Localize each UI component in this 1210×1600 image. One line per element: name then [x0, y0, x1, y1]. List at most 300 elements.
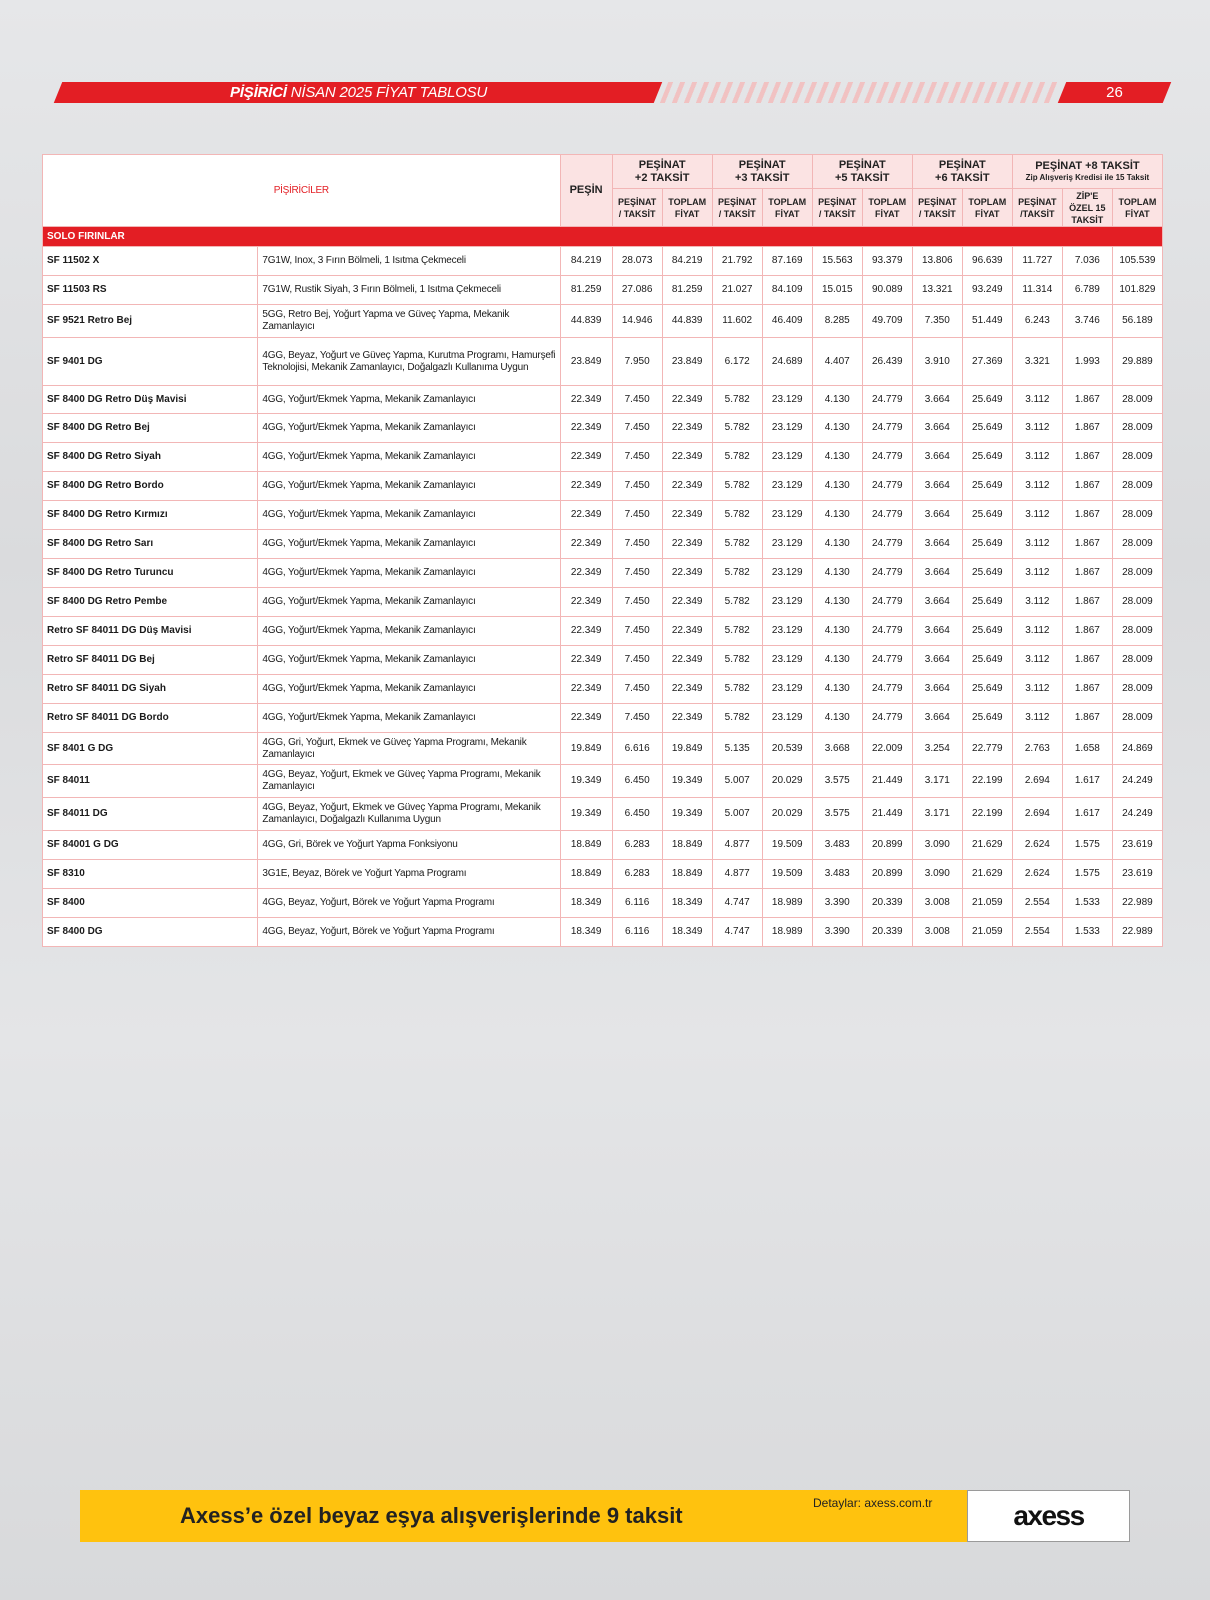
- price-cell: 23.129: [762, 588, 812, 617]
- price-cell: 18.349: [662, 918, 712, 947]
- price-cell: 11.602: [712, 305, 762, 338]
- table-row: [43, 860, 1163, 889]
- price-cell: 21.629: [962, 860, 1012, 889]
- price-cell: 6.450: [612, 798, 662, 831]
- price-cell: 81.259: [560, 276, 612, 305]
- price-cell: 22.349: [662, 675, 712, 704]
- model-name: SF 8400 DG Retro Sarı: [43, 530, 258, 559]
- price-cell: 25.649: [962, 443, 1012, 472]
- price-cell: 1.658: [1062, 733, 1112, 765]
- model-name: SF 9401 DG: [43, 338, 258, 386]
- price-cell: 3.664: [912, 530, 962, 559]
- price-cell: 18.849: [560, 831, 612, 860]
- price-cell: 7.450: [612, 588, 662, 617]
- price-cell: 3.112: [1012, 617, 1062, 646]
- price-cell: 3.112: [1012, 472, 1062, 501]
- price-cell: 25.649: [962, 617, 1012, 646]
- price-cell: 18.349: [662, 889, 712, 918]
- price-cell: 2.763: [1012, 733, 1062, 765]
- price-cell: 24.249: [1112, 798, 1162, 831]
- price-cell: 4.877: [712, 831, 762, 860]
- price-cell: 25.649: [962, 588, 1012, 617]
- price-cell: 3.008: [912, 889, 962, 918]
- price-cell: 1.575: [1062, 831, 1112, 860]
- price-cell: 56.189: [1112, 305, 1162, 338]
- sub-header-7: TOPLAM FİYAT: [962, 189, 1012, 227]
- price-cell: 21.792: [712, 247, 762, 276]
- price-cell: 25.649: [962, 501, 1012, 530]
- price-cell: 28.009: [1112, 675, 1162, 704]
- group-header-3-taksit: PEŞİNAT +3 TAKSİT: [712, 155, 812, 189]
- price-cell: 22.349: [560, 675, 612, 704]
- price-cell: 22.349: [662, 443, 712, 472]
- price-cell: 20.339: [862, 889, 912, 918]
- price-cell: 3.112: [1012, 443, 1062, 472]
- section-title: SOLO FIRINLAR: [43, 227, 1163, 247]
- table-row: [43, 276, 1163, 305]
- price-cell: 26.439: [862, 338, 912, 386]
- price-cell: 3.321: [1012, 338, 1062, 386]
- price-cell: 6.116: [612, 918, 662, 947]
- price-cell: 7.036: [1062, 247, 1112, 276]
- axess-logo: axess: [1013, 1500, 1084, 1531]
- price-cell: 3.664: [912, 617, 962, 646]
- price-cell: 4.130: [812, 675, 862, 704]
- pesin-header: PEŞİN: [560, 155, 612, 227]
- price-cell: 22.349: [662, 501, 712, 530]
- model-name: SF 8400 DG Retro Kırmızı: [43, 501, 258, 530]
- price-cell: 1.617: [1062, 798, 1112, 831]
- price-cell: 7.950: [612, 338, 662, 386]
- price-cell: 5.782: [712, 646, 762, 675]
- table-row: [43, 918, 1163, 947]
- table-row: [43, 617, 1163, 646]
- price-cell: 6.450: [612, 765, 662, 798]
- price-cell: 3.664: [912, 588, 962, 617]
- page-title-bold: PİŞİRİCİ: [230, 84, 287, 101]
- price-cell: 23.849: [560, 338, 612, 386]
- price-cell: 5.007: [712, 798, 762, 831]
- price-cell: 11.727: [1012, 247, 1062, 276]
- price-cell: 21.059: [962, 918, 1012, 947]
- price-cell: 22.349: [662, 472, 712, 501]
- price-cell: 6.243: [1012, 305, 1062, 338]
- price-cell: 27.369: [962, 338, 1012, 386]
- price-cell: 22.349: [560, 472, 612, 501]
- table-row: [43, 247, 1163, 276]
- price-cell: 23.129: [762, 443, 812, 472]
- price-cell: 84.219: [560, 247, 612, 276]
- price-cell: 24.689: [762, 338, 812, 386]
- price-cell: 7.450: [612, 386, 662, 414]
- model-description: 4GG, Yoğurt/Ekmek Yapma, Mekanik Zamanlayıcı: [258, 443, 560, 472]
- price-cell: 22.009: [862, 733, 912, 765]
- model-description: 4GG, Beyaz, Yoğurt, Börek ve Yoğurt Yapma Programı: [258, 918, 560, 947]
- price-cell: 2.624: [1012, 831, 1062, 860]
- price-cell: 3.664: [912, 472, 962, 501]
- price-cell: 25.649: [962, 704, 1012, 733]
- page-title: [230, 83, 487, 103]
- price-cell: 24.779: [862, 530, 912, 559]
- price-cell: 7.450: [612, 472, 662, 501]
- price-cell: 4.130: [812, 617, 862, 646]
- price-cell: 22.989: [1112, 918, 1162, 947]
- model-name: SF 8400 DG Retro Turuncu: [43, 559, 258, 588]
- model-description: 4GG, Yoğurt/Ekmek Yapma, Mekanik Zamanlayıcı: [258, 559, 560, 588]
- price-cell: 3.664: [912, 704, 962, 733]
- price-cell: 3.171: [912, 798, 962, 831]
- price-cell: 1.533: [1062, 918, 1112, 947]
- price-cell: 5.782: [712, 530, 762, 559]
- price-cell: 5.782: [712, 443, 762, 472]
- model-name: SF 8400: [43, 889, 258, 918]
- price-cell: 1.867: [1062, 617, 1112, 646]
- price-cell: 49.709: [862, 305, 912, 338]
- price-cell: 22.349: [560, 617, 612, 646]
- price-cell: 24.779: [862, 414, 912, 443]
- price-cell: 28.009: [1112, 704, 1162, 733]
- price-cell: 28.009: [1112, 414, 1162, 443]
- price-cell: 22.349: [560, 386, 612, 414]
- price-cell: 3.112: [1012, 559, 1062, 588]
- price-cell: 22.199: [962, 798, 1012, 831]
- price-cell: 4.130: [812, 414, 862, 443]
- section-row: [43, 227, 1163, 247]
- price-cell: 44.839: [662, 305, 712, 338]
- price-cell: 20.899: [862, 860, 912, 889]
- price-cell: 22.349: [560, 414, 612, 443]
- price-cell: 24.779: [862, 501, 912, 530]
- price-cell: 19.509: [762, 831, 812, 860]
- price-cell: 1.867: [1062, 530, 1112, 559]
- table-row: [43, 765, 1163, 798]
- price-cell: 4.747: [712, 889, 762, 918]
- price-cell: 5.782: [712, 414, 762, 443]
- price-cell: 13.806: [912, 247, 962, 276]
- table-main-title: PİŞİRİCİLER: [43, 155, 561, 227]
- price-cell: 3.112: [1012, 646, 1062, 675]
- price-cell: 22.349: [560, 559, 612, 588]
- price-cell: 28.009: [1112, 646, 1162, 675]
- sub-header-2: PEŞİNAT / TAKSİT: [712, 189, 762, 227]
- price-table: [42, 154, 1163, 947]
- table-row: [43, 646, 1163, 675]
- price-cell: 23.129: [762, 472, 812, 501]
- price-cell: 6.283: [612, 831, 662, 860]
- price-cell: 25.649: [962, 414, 1012, 443]
- model-name: SF 8400 DG Retro Bordo: [43, 472, 258, 501]
- price-cell: 11.314: [1012, 276, 1062, 305]
- price-cell: 7.450: [612, 675, 662, 704]
- price-cell: 21.629: [962, 831, 1012, 860]
- price-cell: 20.029: [762, 765, 812, 798]
- price-cell: 1.867: [1062, 559, 1112, 588]
- price-cell: 5.135: [712, 733, 762, 765]
- price-cell: 6.616: [612, 733, 662, 765]
- price-cell: 22.349: [560, 530, 612, 559]
- price-cell: 21.027: [712, 276, 762, 305]
- price-cell: 23.129: [762, 675, 812, 704]
- price-cell: 5.782: [712, 559, 762, 588]
- price-cell: 44.839: [560, 305, 612, 338]
- page-number: 26: [1106, 84, 1123, 101]
- price-cell: 5.782: [712, 704, 762, 733]
- price-cell: 28.009: [1112, 501, 1162, 530]
- price-cell: 24.249: [1112, 765, 1162, 798]
- price-cell: 1.617: [1062, 765, 1112, 798]
- price-cell: 29.889: [1112, 338, 1162, 386]
- price-cell: 28.009: [1112, 443, 1162, 472]
- price-cell: 93.249: [962, 276, 1012, 305]
- price-cell: 23.129: [762, 559, 812, 588]
- price-cell: 4.130: [812, 472, 862, 501]
- sub-header-10: TOPLAM FİYAT: [1112, 189, 1162, 227]
- price-cell: 24.779: [862, 386, 912, 414]
- model-description: 4GG, Yoğurt/Ekmek Yapma, Mekanik Zamanlayıcı: [258, 646, 560, 675]
- price-cell: 3.575: [812, 798, 862, 831]
- price-cell: 25.649: [962, 646, 1012, 675]
- sub-header-6: PEŞİNAT / TAKSİT: [912, 189, 962, 227]
- price-cell: 7.450: [612, 443, 662, 472]
- price-cell: 1.867: [1062, 588, 1112, 617]
- model-description: 4GG, Yoğurt/Ekmek Yapma, Mekanik Zamanlayıcı: [258, 414, 560, 443]
- model-description: 4GG, Beyaz, Yoğurt ve Güveç Yapma, Kurutma Programı, Hamurşefi Teknolojisi, Mekanik Zamanlayıcı, Doğalgazlı Kullanıma Uygun: [258, 338, 560, 386]
- sub-header-3: TOPLAM FİYAT: [762, 189, 812, 227]
- price-cell: 24.779: [862, 617, 912, 646]
- price-cell: 28.009: [1112, 617, 1162, 646]
- price-cell: 15.015: [812, 276, 862, 305]
- price-cell: 84.109: [762, 276, 812, 305]
- model-name: Retro SF 84011 DG Bej: [43, 646, 258, 675]
- model-name: SF 8400 DG Retro Bej: [43, 414, 258, 443]
- price-cell: 101.829: [1112, 276, 1162, 305]
- price-cell: 1.867: [1062, 443, 1112, 472]
- price-cell: 23.129: [762, 414, 812, 443]
- price-cell: 1.867: [1062, 704, 1112, 733]
- header-row-1: [43, 155, 1163, 189]
- price-cell: 87.169: [762, 247, 812, 276]
- model-description: 4GG, Yoğurt/Ekmek Yapma, Mekanik Zamanlayıcı: [258, 588, 560, 617]
- table-row: [43, 675, 1163, 704]
- price-cell: 3.112: [1012, 414, 1062, 443]
- table-row: [43, 733, 1163, 765]
- price-cell: 1.867: [1062, 675, 1112, 704]
- price-cell: 4.130: [812, 443, 862, 472]
- promo-banner: [80, 1490, 1130, 1542]
- model-description: 3G1E, Beyaz, Börek ve Yoğurt Yapma Programı: [258, 860, 560, 889]
- price-cell: 24.779: [862, 646, 912, 675]
- price-cell: 2.694: [1012, 765, 1062, 798]
- model-name: SF 84001 G DG: [43, 831, 258, 860]
- price-cell: 20.339: [862, 918, 912, 947]
- table-row: [43, 443, 1163, 472]
- price-cell: 8.285: [812, 305, 862, 338]
- price-cell: 22.349: [662, 617, 712, 646]
- price-cell: 1.867: [1062, 414, 1112, 443]
- price-cell: 23.129: [762, 530, 812, 559]
- price-cell: 3.483: [812, 860, 862, 889]
- price-cell: 5.782: [712, 617, 762, 646]
- price-cell: 19.349: [560, 798, 612, 831]
- price-cell: 5.782: [712, 588, 762, 617]
- price-cell: 18.849: [662, 831, 712, 860]
- price-cell: 1.575: [1062, 860, 1112, 889]
- model-description: 4GG, Beyaz, Yoğurt, Ekmek ve Güveç Yapma Programı, Mekanik Zamanlayıcı, Doğalgazlı Kullanıma Uygun: [258, 798, 560, 831]
- price-cell: 22.349: [662, 588, 712, 617]
- price-cell: 4.130: [812, 588, 862, 617]
- price-cell: 24.779: [862, 588, 912, 617]
- price-cell: 3.664: [912, 646, 962, 675]
- model-description: 4GG, Yoğurt/Ekmek Yapma, Mekanik Zamanlayıcı: [258, 386, 560, 414]
- table-row: [43, 798, 1163, 831]
- model-name: SF 8400 DG Retro Pembe: [43, 588, 258, 617]
- price-cell: 46.409: [762, 305, 812, 338]
- price-cell: 3.483: [812, 831, 862, 860]
- price-cell: 6.283: [612, 860, 662, 889]
- price-cell: 2.554: [1012, 889, 1062, 918]
- price-cell: 24.779: [862, 472, 912, 501]
- price-cell: 23.849: [662, 338, 712, 386]
- model-name: SF 8401 G DG: [43, 733, 258, 765]
- price-cell: 7.450: [612, 646, 662, 675]
- price-cell: 3.090: [912, 860, 962, 889]
- price-cell: 4.130: [812, 386, 862, 414]
- price-cell: 3.664: [912, 443, 962, 472]
- price-cell: 28.073: [612, 247, 662, 276]
- group-header-5-taksit: PEŞİNAT +5 TAKSİT: [812, 155, 912, 189]
- price-cell: 24.779: [862, 443, 912, 472]
- price-cell: 22.349: [662, 704, 712, 733]
- price-cell: 22.779: [962, 733, 1012, 765]
- price-cell: 4.877: [712, 860, 762, 889]
- price-cell: 5.782: [712, 386, 762, 414]
- price-cell: 23.129: [762, 646, 812, 675]
- price-cell: 21.449: [862, 765, 912, 798]
- price-cell: 25.649: [962, 386, 1012, 414]
- model-name: SF 8400 DG Retro Düş Mavisi: [43, 386, 258, 414]
- price-cell: 7.450: [612, 704, 662, 733]
- price-cell: 4.130: [812, 501, 862, 530]
- price-cell: 84.219: [662, 247, 712, 276]
- banner-detail-link[interactable]: Detaylar: axess.com.tr: [813, 1496, 933, 1510]
- price-cell: 3.910: [912, 338, 962, 386]
- price-cell: 2.554: [1012, 918, 1062, 947]
- price-cell: 7.450: [612, 414, 662, 443]
- model-name: Retro SF 84011 DG Düş Mavisi: [43, 617, 258, 646]
- model-name: SF 11502 X: [43, 247, 258, 276]
- price-cell: 3.112: [1012, 386, 1062, 414]
- table-row: [43, 530, 1163, 559]
- price-cell: 4.747: [712, 918, 762, 947]
- price-cell: 18.349: [560, 889, 612, 918]
- price-cell: 21.059: [962, 889, 1012, 918]
- banner-text: Axess’e özel beyaz eşya alışverişlerinde 9 taksit: [180, 1503, 683, 1528]
- model-description: 4GG, Yoğurt/Ekmek Yapma, Mekanik Zamanlayıcı: [258, 704, 560, 733]
- price-cell: 22.349: [662, 530, 712, 559]
- price-cell: 7.450: [612, 559, 662, 588]
- price-cell: 24.779: [862, 559, 912, 588]
- sub-header-5: TOPLAM FİYAT: [862, 189, 912, 227]
- price-cell: 93.379: [862, 247, 912, 276]
- price-cell: 3.664: [912, 501, 962, 530]
- price-cell: 3.254: [912, 733, 962, 765]
- price-cell: 3.390: [812, 918, 862, 947]
- price-cell: 28.009: [1112, 559, 1162, 588]
- price-cell: 18.989: [762, 918, 812, 947]
- price-cell: 28.009: [1112, 530, 1162, 559]
- model-description: 7G1W, Rustik Siyah, 3 Fırın Bölmeli, 1 Isıtma Çekmeceli: [258, 276, 560, 305]
- model-description: 4GG, Gri, Yoğurt, Ekmek ve Güveç Yapma Programı, Mekanik Zamanlayıcı: [258, 733, 560, 765]
- axess-logo-box: [967, 1490, 1130, 1542]
- price-cell: 3.664: [912, 414, 962, 443]
- model-description: 4GG, Yoğurt/Ekmek Yapma, Mekanik Zamanlayıcı: [258, 675, 560, 704]
- price-cell: 23.129: [762, 501, 812, 530]
- sub-header-9: ZİP'E ÖZEL 15 TAKSİT: [1062, 189, 1112, 227]
- price-cell: 22.349: [662, 646, 712, 675]
- price-cell: 19.849: [662, 733, 712, 765]
- model-description: 7G1W, Inox, 3 Fırın Bölmeli, 1 Isıtma Çekmeceli: [258, 247, 560, 276]
- price-cell: 5.782: [712, 675, 762, 704]
- price-cell: 5.782: [712, 501, 762, 530]
- price-cell: 18.849: [662, 860, 712, 889]
- price-cell: 4.130: [812, 704, 862, 733]
- price-cell: 3.112: [1012, 675, 1062, 704]
- price-cell: 6.789: [1062, 276, 1112, 305]
- price-cell: 22.989: [1112, 889, 1162, 918]
- price-cell: 22.349: [662, 414, 712, 443]
- price-cell: 3.112: [1012, 530, 1062, 559]
- price-cell: 1.867: [1062, 386, 1112, 414]
- price-cell: 19.349: [662, 798, 712, 831]
- price-cell: 1.867: [1062, 501, 1112, 530]
- model-name: SF 84011: [43, 765, 258, 798]
- price-cell: 3.664: [912, 559, 962, 588]
- price-cell: 22.349: [662, 386, 712, 414]
- sub-header-1: TOPLAM FİYAT: [662, 189, 712, 227]
- price-cell: 4.130: [812, 530, 862, 559]
- price-cell: 28.009: [1112, 588, 1162, 617]
- price-cell: 25.649: [962, 559, 1012, 588]
- model-description: 4GG, Yoğurt/Ekmek Yapma, Mekanik Zamanlayıcı: [258, 530, 560, 559]
- price-cell: 4.130: [812, 559, 862, 588]
- decorative-stripes: [660, 82, 1058, 103]
- price-cell: 2.624: [1012, 860, 1062, 889]
- price-cell: 3.008: [912, 918, 962, 947]
- price-cell: 6.116: [612, 889, 662, 918]
- price-cell: 19.349: [662, 765, 712, 798]
- price-cell: 14.946: [612, 305, 662, 338]
- price-cell: 3.746: [1062, 305, 1112, 338]
- price-cell: 20.539: [762, 733, 812, 765]
- price-cell: 3.390: [812, 889, 862, 918]
- price-cell: 19.849: [560, 733, 612, 765]
- model-description: 4GG, Gri, Börek ve Yoğurt Yapma Fonksiyonu: [258, 831, 560, 860]
- model-description: 4GG, Yoğurt/Ekmek Yapma, Mekanik Zamanlayıcı: [258, 501, 560, 530]
- price-cell: 81.259: [662, 276, 712, 305]
- price-cell: 2.694: [1012, 798, 1062, 831]
- price-cell: 5.782: [712, 472, 762, 501]
- price-cell: 3.664: [912, 675, 962, 704]
- model-name: Retro SF 84011 DG Siyah: [43, 675, 258, 704]
- price-cell: 13.321: [912, 276, 962, 305]
- price-cell: 6.172: [712, 338, 762, 386]
- price-cell: 22.199: [962, 765, 1012, 798]
- price-cell: 25.649: [962, 530, 1012, 559]
- price-cell: 23.129: [762, 617, 812, 646]
- model-description: 4GG, Yoğurt/Ekmek Yapma, Mekanik Zamanlayıcı: [258, 472, 560, 501]
- price-cell: 1.533: [1062, 889, 1112, 918]
- table-row: [43, 831, 1163, 860]
